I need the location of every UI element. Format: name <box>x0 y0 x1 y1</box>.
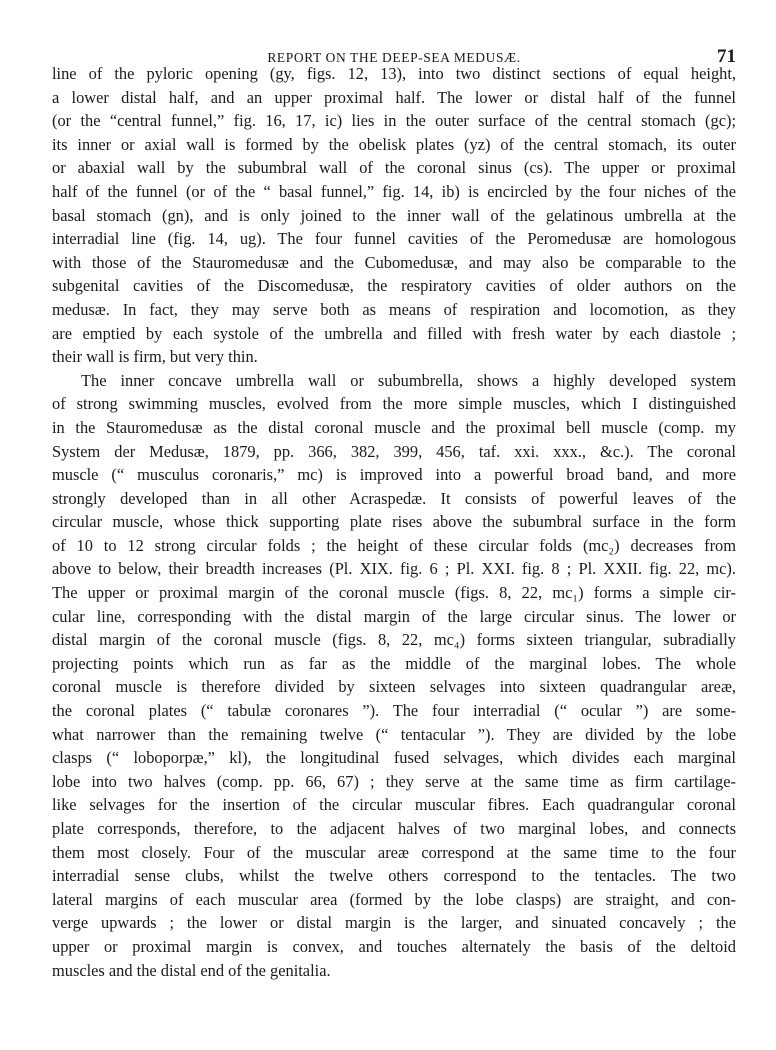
text-line: circular muscle, whose thick supporting plate rises above the subumbral surface in the form <box>52 512 736 532</box>
text-line: System der Medusæ, 1879, pp. 366, 382, 399, 456, taf. xxi. xxx., &c.). The coronal <box>52 441 736 461</box>
text-line: a lower distal half, and an upper proximal half. The lower or distal half of the funnel <box>52 87 736 107</box>
text-line: interradial line (fig. 14, ug). The four funnel cavities of the Peromedusæ are homologous <box>52 229 736 249</box>
text-line: lateral margins of each muscular area (formed by the lobe clasps) are straight, and con- <box>52 889 736 909</box>
page-body <box>52 62 736 982</box>
text-line: plate corresponds, therefore, to the adjacent halves of two marginal lobes, and connects <box>52 819 736 838</box>
text-line: are emptied by each systole of the umbrella and filled with fresh water by each diastole ; <box>52 323 736 343</box>
text-line: above to below, their breadth increases (Pl. XIX. fig. 6 ; Pl. XXI. fig. 8 ; Pl. XXII. fig. 22, mc). <box>52 559 736 579</box>
page-number: 71 <box>717 46 736 67</box>
text-line: strongly developed than in all other Acraspedæ. It consists of powerful leaves of the <box>52 488 736 508</box>
text-line: coronal muscle is therefore divided by sixteen selvages into sixteen quadrangular areæ, <box>52 677 736 697</box>
text-line: their wall is firm, but very thin. <box>52 347 258 367</box>
paragraph <box>52 369 736 982</box>
text-line: half of the funnel (or of the “ basal funnel,” fig. 14, ib) is encircled by the four niches of the <box>52 181 736 201</box>
text-line: clasps (“ loboporpæ,” kl), the longitudinal fused selvages, which divides each marginal <box>52 748 736 768</box>
text-line: (or the “central funnel,” fig. 16, 17, ic) lies in the outer surface of the central stomach (gc); <box>52 111 736 131</box>
text-line: like selvages for the insertion of the circular muscular fibres. Each quadrangular coronal <box>52 795 736 815</box>
text-line: upper or proximal margin is convex, and touches alternately the basis of the deltoid <box>52 936 736 956</box>
text-line: subgenital cavities of the Discomedusæ, the respiratory cavities of older authors on the <box>52 276 736 296</box>
text-line: muscles and the distal end of the genitalia. <box>52 960 331 980</box>
text-line: in the Stauromedusæ as the distal coronal muscle and the proximal bell muscle (comp. my <box>52 417 736 437</box>
text-line: what narrower than the remaining twelve (“ tentacular ”). They are divided by the lobe <box>52 724 736 744</box>
text-line: The inner concave umbrella wall or subumbrella, shows a highly developed system <box>81 370 736 390</box>
text-line: of 10 to 12 strong circular folds ; the height of these circular folds (mc₂) decreases from <box>52 535 736 555</box>
text-line: muscle (“ musculus coronaris,” mc) is improved into a powerful broad band, and more <box>52 465 736 485</box>
text-line: verge upwards ; the lower or distal margin is the larger, and sinuated concavely ; the <box>52 913 736 933</box>
paragraph <box>52 62 736 369</box>
text-line: or abaxial wall by the subumbral wall of the coronal sinus (cs). The upper or proximal <box>52 158 736 178</box>
text-line: with those of the Stauromedusæ and the Cubomedusæ, and may also be comparable to the <box>52 252 736 272</box>
text-line: basal stomach (gn), and is only joined to the inner wall of the gelatinous umbrella at the <box>52 205 736 225</box>
text-line: lobe into two halves (comp. pp. 66, 67) ; they serve at the same time as firm cartilage- <box>52 771 736 791</box>
text-line: medusæ. In fact, they may serve both as means of respiration and locomotion, as they <box>52 299 736 319</box>
text-line: of strong swimming muscles, evolved from the more simple muscles, which I distinguished <box>52 394 736 414</box>
text-line: cular line, corresponding with the distal margin of the large circular sinus. The lower or <box>52 606 736 626</box>
text-line: The upper or proximal margin of the coronal muscle (figs. 8, 22, mc₁) forms a simple cir- <box>52 583 736 603</box>
text-line: projecting points which run as far as the middle of the marginal lobes. The whole <box>52 653 736 673</box>
text-line: interradial sense clubs, whilst the twelve others correspond to the tentacles. The two <box>52 866 736 886</box>
text-line: the coronal plates (“ tabulæ coronares ”). The four interradial (“ ocular ”) are some- <box>52 701 736 721</box>
text-line: distal margin of the coronal muscle (figs. 8, 22, mc₄) forms sixteen triangular, subradially <box>52 630 736 650</box>
running-title: REPORT ON THE DEEP-SEA MEDUSÆ. <box>267 50 521 65</box>
text-line: them most closely. Four of the muscular areæ correspond at the same time to the four <box>52 842 736 862</box>
text-line: its inner or axial wall is formed by the obelisk plates (yz) of the central stomach, its outer <box>52 134 736 154</box>
text-line: line of the pyloric opening (gy, figs. 12, 13), into two distinct sections of equal height, <box>52 64 736 83</box>
